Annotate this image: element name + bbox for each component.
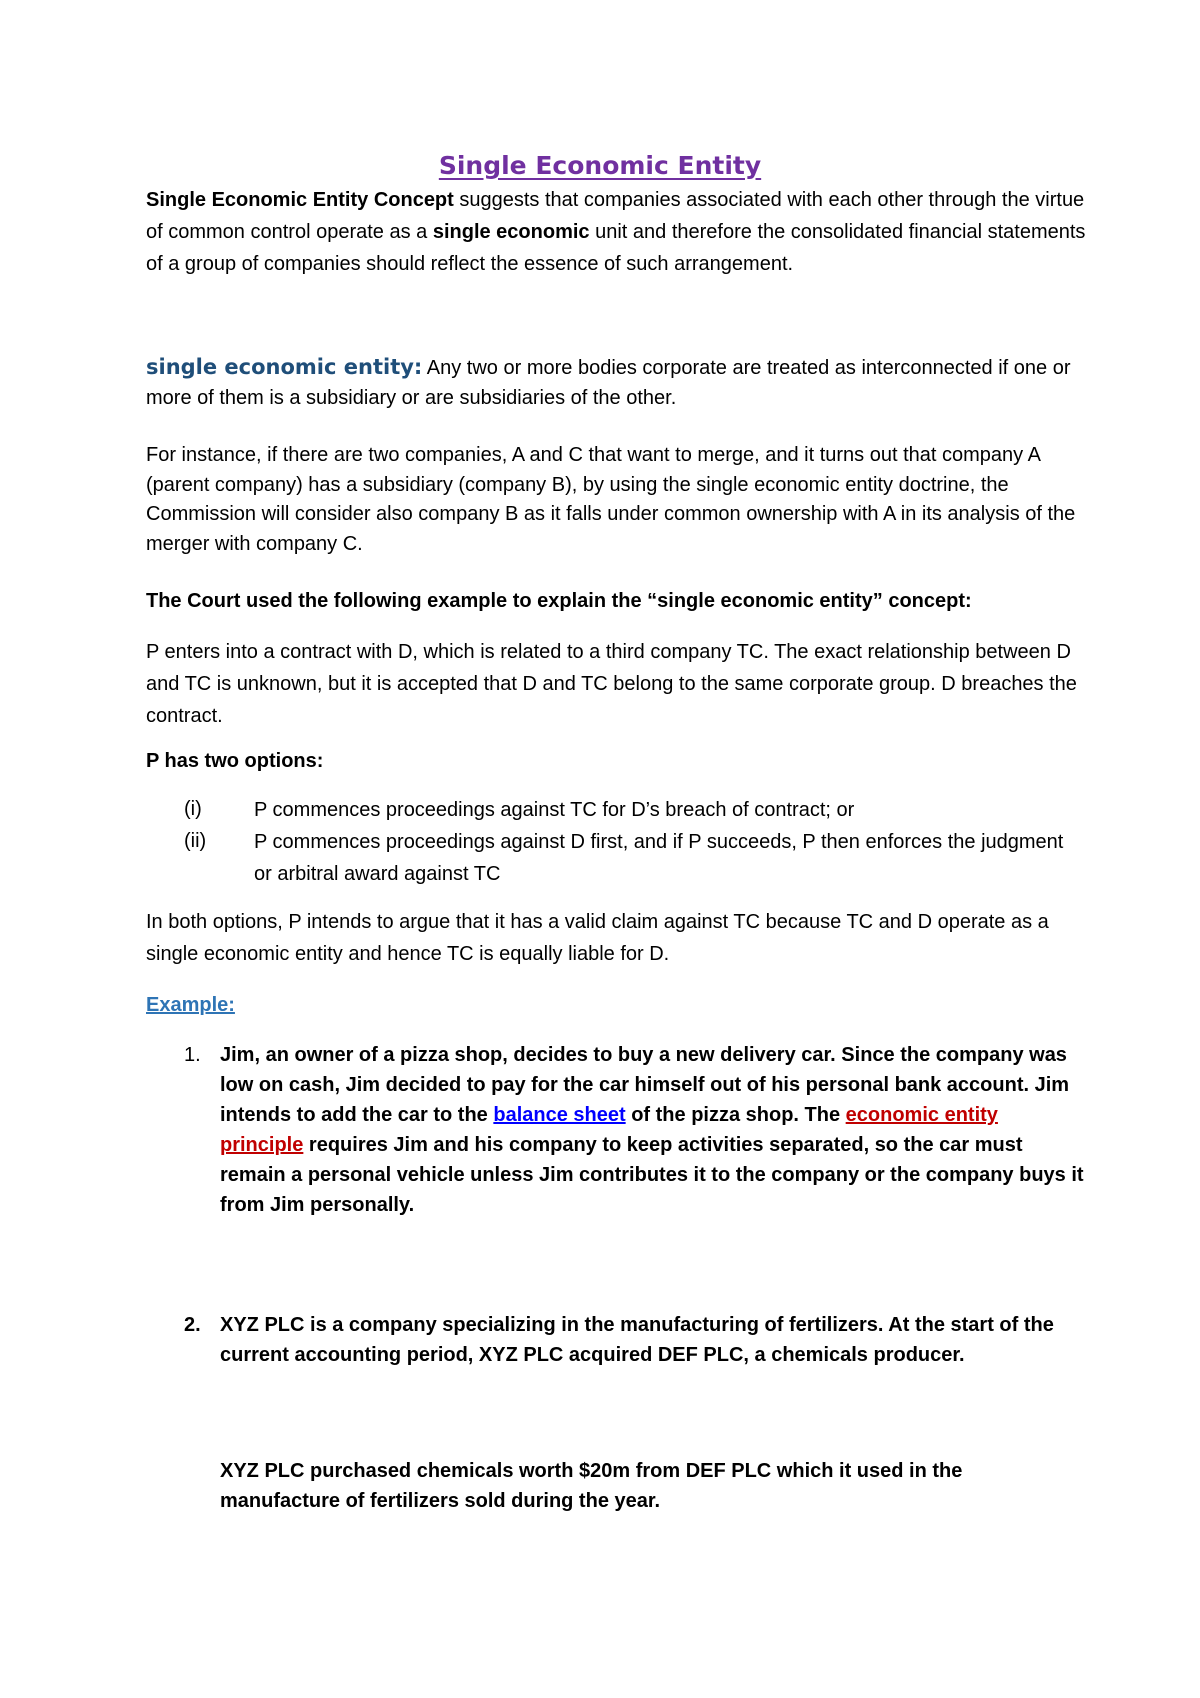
example-1-text-b: of the pizza shop. The — [625, 1104, 846, 1126]
both-options-paragraph: In both options, P intends to argue that it has a valid claim against TC because TC and D operate as a single economic entity and hence TC is equally liable for D. — [146, 911, 1049, 965]
option-marker: (ii) — [184, 830, 207, 852]
economic-entity-principle-link[interactable]: economic entity principle — [220, 1104, 998, 1156]
option-marker: (i) — [184, 798, 202, 820]
balance-sheet-link[interactable]: balance sheet — [493, 1104, 626, 1126]
court-paragraph: P enters into a contract with D, which is related to a third company TC. The exact relationship between D and TC is unknown, but it is accepted that D and TC belong to the same corporate group. D breaches the contract. — [146, 641, 1077, 727]
definition-term: single economic entity: — [146, 355, 423, 379]
example-1-text — [220, 1040, 1084, 1220]
example-2-text: XYZ PLC is a company specializing in the manufacturing of fertilizers. At the start of the current accounting period, XYZ PLC acquired DEF PLC, a chemicals producer. — [220, 1314, 1054, 1366]
intro-paragraph — [146, 184, 1086, 280]
option-text: P commences proceedings against D first, and if P succeeds, P then enforces the judgment or arbitral award against TC — [254, 831, 1064, 885]
example-2-followup: XYZ PLC purchased chemicals worth $20m from DEF PLC which it used in the manufacture of fertilizers sold during the year. — [220, 1460, 963, 1512]
example-1-text-a: Jim, an owner of a pizza shop, decides to buy a new delivery car. Since the company was low on cash, Jim decided to pay for the car himself out of his personal bank account. Jim intends to add the car to the — [220, 1044, 1070, 1126]
intro-bold-phrase: single economic — [432, 221, 590, 243]
example-marker: 1. — [184, 1044, 201, 1066]
options-heading: P has two options: — [146, 750, 324, 772]
definition-paragraph — [146, 353, 1086, 413]
example-marker: 2. — [184, 1314, 201, 1336]
definition-text: Any two or more bodies corporate are treated as interconnected if one or more of them is a subsidiary or are subsidiaries of the other. — [146, 357, 1071, 409]
example-heading[interactable]: Example: — [146, 994, 235, 1016]
instance-paragraph: For instance, if there are two companies, A and C that want to merge, and it turns out that company A (parent company) has a subsidiary (company B), by using the single economic entity doctrine, the Commission will consider also company B as it falls under common ownership with A in its analysis of the merger with company C. — [146, 444, 1076, 555]
intro-term: Single Economic Entity Concept — [146, 189, 454, 211]
example-1-text-c: requires Jim and his company to keep activities separated, so the car must remain a personal vehicle unless Jim contributes it to the company or the company buys it from Jim personally. — [220, 1134, 1084, 1216]
page-title: Single Economic Entity — [438, 151, 762, 180]
intro-text-a: suggests that companies associated with each other through the virtue of common control operate as a — [146, 189, 1085, 243]
court-heading: The Court used the following example to explain the “single economic entity” concept: — [146, 590, 972, 612]
option-text: P commences proceedings against TC for D’s breach of contract; or — [254, 799, 855, 821]
intro-text-b: unit and therefore the consolidated financial statements of a group of companies should reflect the essence of such arrangement. — [146, 221, 1086, 275]
